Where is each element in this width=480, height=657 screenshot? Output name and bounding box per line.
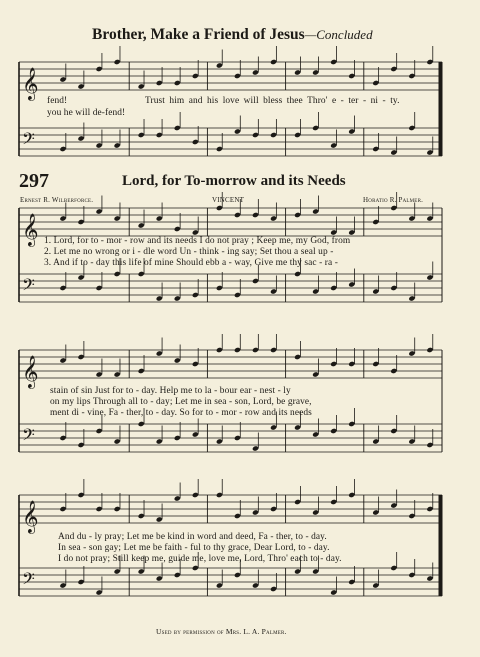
system-3-lyric-1: And du - ly pray; Let me be kind in word and deed, Fa - ther, to - day. [58, 532, 327, 542]
permission-credit: Used by permission of Mrs. L. A. Palmer. [156, 627, 287, 636]
system-1-lyric-3: 3. And if to - day this life of mine Should ebb a - way, Give me thy sac - ra - [44, 258, 338, 268]
bass-clef-icon: 𝄢 [22, 128, 35, 153]
hymn-title: Lord, for To-morrow and its Needs [122, 173, 346, 189]
system-2-lyric-2: on my lips Through all to - day; Let me in sea - son, Lord, be grave, [50, 397, 312, 407]
running-title-main: Brother, Make a Friend of Jesus [92, 26, 305, 43]
treble-clef-icon: 𝄞 [22, 67, 39, 100]
treble-clef-icon: 𝄞 [22, 500, 39, 533]
system-3-lyric-2: In sea - son gay; Let me be faith - ful to thy grace, Dear Lord, to - day. [58, 543, 330, 553]
bass-clef-icon: 𝄢 [22, 274, 35, 299]
system-1-lyric-2: 2. Let me no wrong or i - dle word Un - think - ing say; Set thou a seal up - [44, 247, 334, 257]
hymn-author: Ernest R. Wilberforce. [20, 196, 94, 204]
treble-clef-icon: 𝄞 [22, 355, 39, 388]
top-lyric-3: you he will de-fend! [47, 108, 126, 118]
top-lyric-1: fend! [47, 96, 68, 106]
running-title-suffix: —Concluded [304, 27, 373, 42]
system-1-lyric-1: 1. Lord, for to - mor - row and its needs I do not pray ; Keep me, my God, from [44, 236, 351, 246]
system-2-lyric-1: stain of sin Just for to - day. Help me to la - bour ear - nest - ly [50, 386, 291, 396]
system-2-lyric-3: ment di - vine, Fa - ther, to - day. So for to - mor - row and its needs [50, 408, 312, 418]
bass-clef-icon: 𝄢 [22, 424, 35, 449]
bass-clef-icon: 𝄢 [22, 568, 35, 593]
top-lyric-2: Trust him and his love will bless thee Thro' e - ter - ni - ty. [145, 96, 400, 106]
hymn-number: 297 [19, 170, 49, 192]
treble-clef-icon: 𝄞 [22, 213, 39, 246]
hymn-composer: Horatio R. Palmer. [363, 196, 424, 204]
system-3-lyric-3: I do not pray; Still keep me, guide me, love me, Lord, Thro' each to - day. [58, 554, 342, 564]
hymn-tune: VINCENT [212, 196, 245, 204]
